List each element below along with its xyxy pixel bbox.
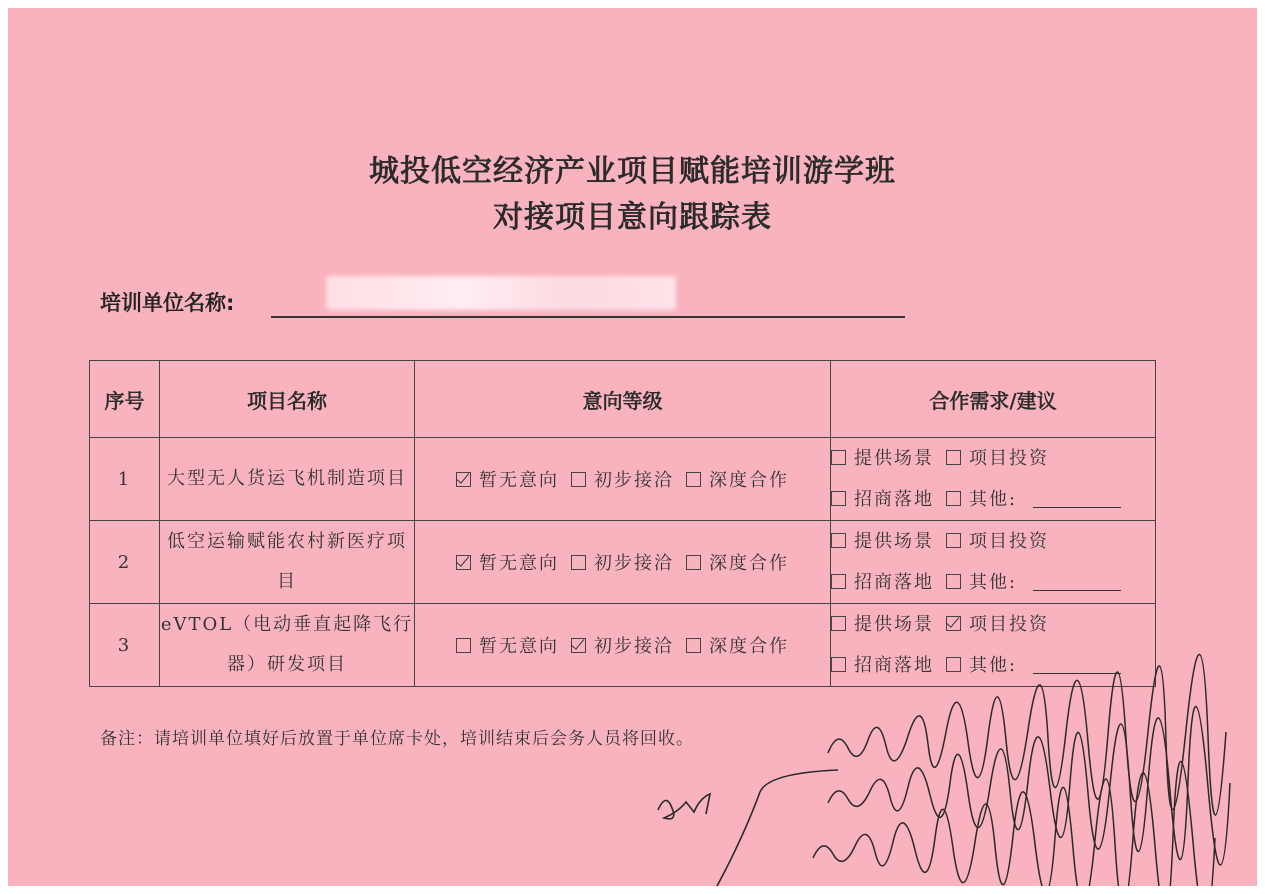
intent-option-label: 初步接洽 (594, 636, 674, 657)
intent-option-label: 深度合作 (709, 636, 789, 657)
row-number: 2 (90, 521, 160, 604)
project-name: 大型无人货运飞机制造项目 (160, 438, 415, 521)
project-name: 低空运输赋能农村新医疗项目 (160, 521, 415, 604)
cooperation-option-label: 招商落地 (854, 489, 934, 510)
signature-mark (658, 794, 710, 819)
cooperation-option-label: 其他: (969, 572, 1018, 593)
bracket-stroke-down (716, 792, 760, 886)
row-number: 3 (90, 604, 160, 687)
cooperation-option-label: 项目投资 (969, 614, 1049, 635)
row-number: 1 (90, 438, 160, 521)
form-sheet (8, 8, 1257, 886)
header-intent-level: 意向等级 (415, 361, 831, 438)
footnote: 备注：请培训单位填好后放置于单位席卡处，培训结束后会务人员将回收。 (100, 729, 694, 749)
header-cooperation: 合作需求/建议 (831, 361, 1156, 438)
handwriting-line-2 (828, 706, 1230, 865)
cooperation-option-label: 其他: (969, 655, 1018, 676)
form-title: 城投低空经济产业项目赋能培训游学班 (369, 154, 896, 189)
header-num: 序号 (90, 361, 160, 438)
intent-option-label: 初步接洽 (594, 470, 674, 491)
cooperation-option-label: 其他: (969, 489, 1018, 510)
project-name: eVTOL（电动垂直起降飞行器）研发项目 (160, 604, 415, 687)
cooperation-option-label: 项目投资 (969, 448, 1049, 469)
cooperation-option-label: 招商落地 (854, 572, 934, 593)
intent-option-label: 深度合作 (709, 553, 789, 574)
cooperation-option-label: 招商落地 (854, 655, 934, 676)
cooperation-option-label: 项目投资 (969, 531, 1049, 552)
cooperation-option-label: 提供场景 (854, 448, 934, 469)
cooperation-option-label: 提供场景 (854, 531, 934, 552)
intent-option-label: 暂无意向 (479, 553, 559, 574)
cooperation-option-label: 提供场景 (854, 614, 934, 635)
bracket-stroke (760, 770, 838, 792)
intent-option-label: 初步接洽 (594, 553, 674, 574)
form-subtitle: 对接项目意向跟踪表 (493, 200, 772, 235)
intent-option-label: 暂无意向 (479, 470, 559, 491)
header-project-name: 项目名称 (160, 361, 415, 438)
intent-option-label: 深度合作 (709, 470, 789, 491)
intent-option-label: 暂无意向 (479, 636, 559, 657)
unit-name-label: 培训单位名称: (100, 291, 235, 315)
handwritten-annotation (8, 8, 1257, 886)
